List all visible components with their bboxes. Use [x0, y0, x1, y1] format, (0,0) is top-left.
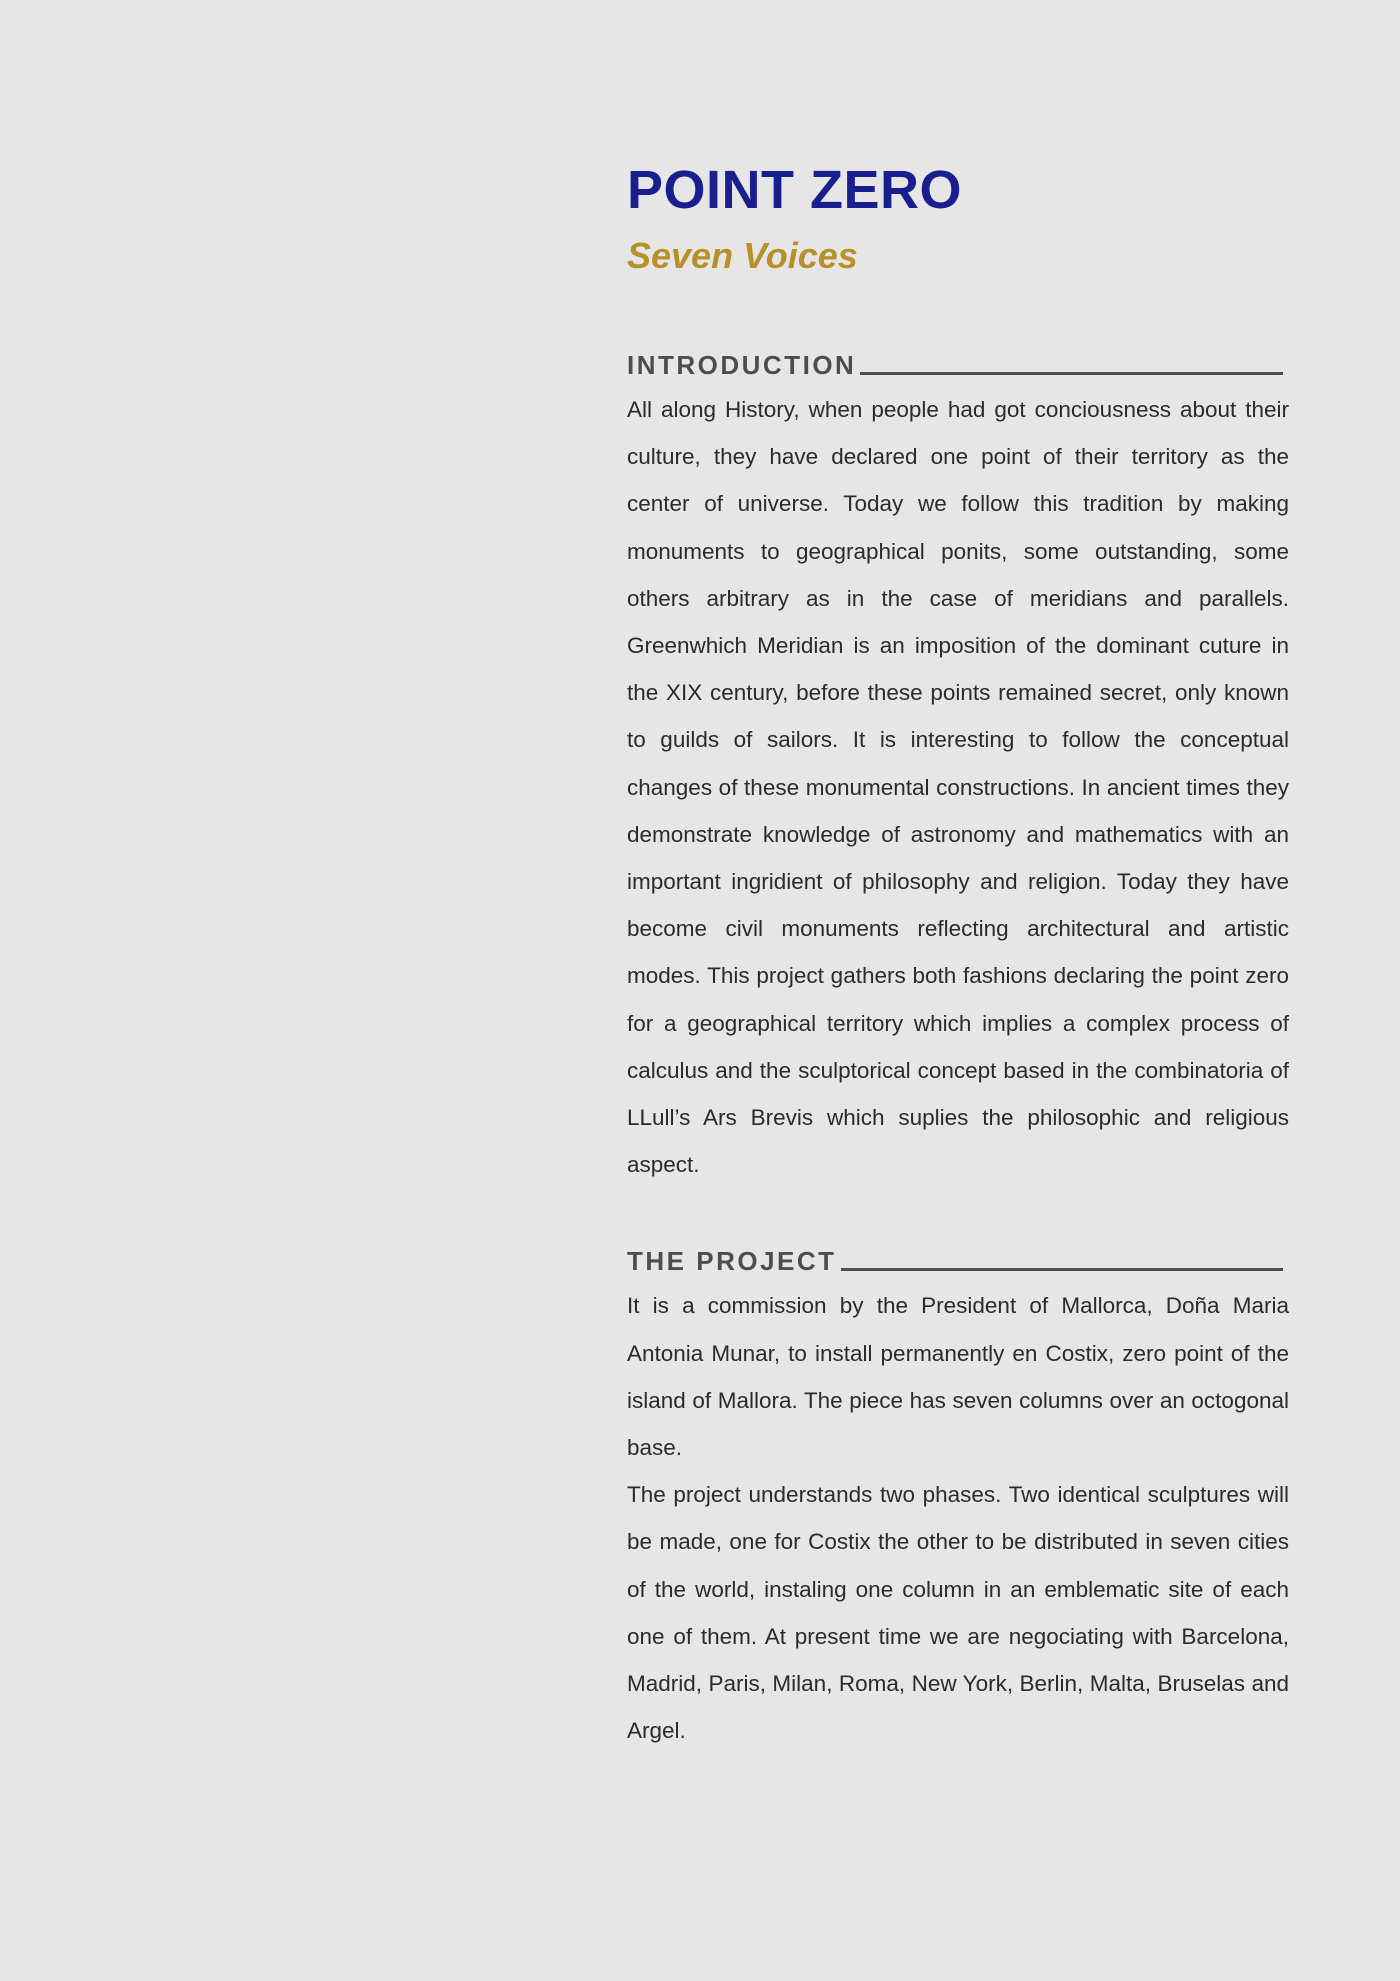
section-heading-text: INTRODUCTION	[627, 350, 857, 380]
section-heading	[627, 342, 1289, 380]
document-column	[627, 150, 1289, 1754]
section-introduction	[627, 342, 1289, 1188]
heading-rule	[860, 372, 1283, 375]
section-paragraph: All along History, when people had got conciousness about their culture, they have declared one point of their territory as the center of universe. Today we follow this tradition by making monuments to geographical ponits, some outstanding, some others arbitrary as in the case of meridians and parallels. Greenwhich Meridian is an imposition of the dominant cuture in the XIX century, before these points remained secret, only known to guilds of sailors. It is interesting to follow the conceptual changes of these monumental constructions. In ancient times they demonstrate knowledge of astronomy and mathematics with an important ingridient of philosophy and religion. Today they have become civil monuments reflecting architectural and artistic modes. This project gathers both fashions declaring the point zero for a geographical territory which implies a complex process of calculus and the sculptorical concept based in the combinatoria of LLull’s Ars Brevis which suplies the philosophic and religious aspect.	[627, 397, 1289, 1178]
page-title: POINT ZERO	[627, 160, 963, 220]
page-subtitle: Seven Voices	[627, 235, 858, 276]
section-heading-text: THE PROJECT	[627, 1246, 837, 1277]
section-the-project	[627, 1238, 1289, 1754]
section-paragraph: It is a commission by the President of Mallorca, Doña Maria Antonia Munar, to install permanently en Costix, zero point of the island of Mallora. The piece has seven columns over an octogonal base.	[627, 1293, 1289, 1461]
section-heading	[627, 1238, 1289, 1276]
heading-rule	[841, 1268, 1283, 1271]
section-paragraph: The project understands two phases. Two identical sculptures will be made, one for Costix the other to be distributed in seven cities of the world, instaling one column in an emblematic site of each one of them. At present time we are negociating with Barcelona, Madrid, Paris, Milan, Roma, New York, Berlin, Malta, Bruselas and Argel.	[627, 1482, 1289, 1744]
